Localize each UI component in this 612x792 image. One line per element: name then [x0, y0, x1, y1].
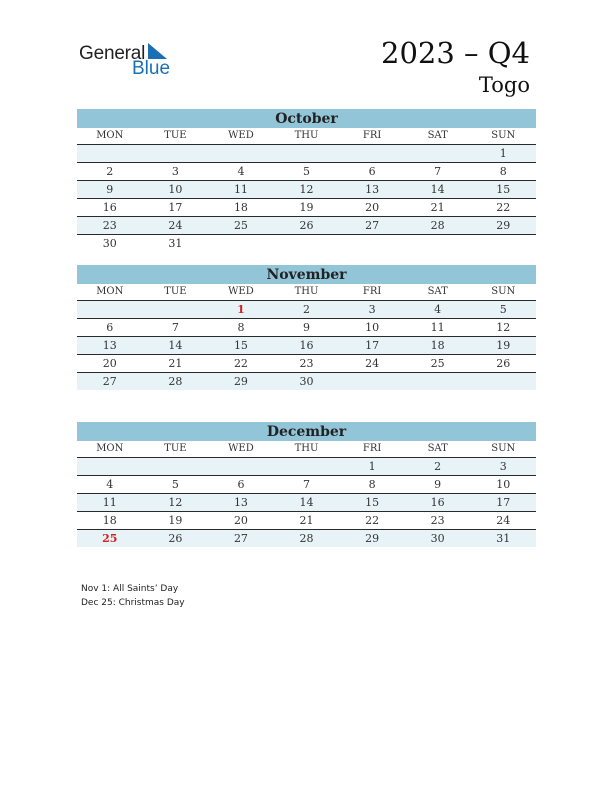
- empty-day-cell: [405, 373, 471, 390]
- day-cell: 26: [496, 357, 511, 370]
- day-cell: 8: [368, 478, 376, 491]
- day-cell: 18: [233, 201, 248, 214]
- day-cell: 27: [102, 375, 117, 388]
- day-cell: 13: [365, 183, 380, 196]
- weekday-label: SAT: [427, 286, 448, 297]
- day-cell: 28: [168, 375, 183, 388]
- day-cell: 10: [168, 183, 183, 196]
- day-cell: 29: [496, 219, 511, 232]
- day-cell: 2: [303, 303, 311, 316]
- empty-day-cell: [339, 373, 405, 390]
- day-cell: 15: [365, 496, 380, 509]
- day-cell: 21: [299, 514, 314, 527]
- day-cell: 5: [499, 303, 507, 316]
- week-row: [77, 337, 536, 355]
- week-row: [77, 512, 536, 530]
- weekday-label: TUE: [164, 286, 187, 297]
- holiday-note: Dec 25: Christmas Day: [81, 598, 185, 608]
- empty-day-cell: [208, 458, 274, 475]
- month-december: [77, 422, 536, 547]
- day-cell: 31: [496, 532, 511, 545]
- weekday-header-row: [77, 284, 536, 301]
- day-cell: 16: [299, 339, 314, 352]
- month-november: [77, 265, 536, 390]
- weekday-label: SUN: [491, 286, 516, 297]
- day-cell: 12: [299, 183, 314, 196]
- empty-day-cell: [208, 235, 274, 252]
- day-cell: 9: [106, 183, 114, 196]
- day-cell: 23: [430, 514, 445, 527]
- day-cell: 26: [299, 219, 314, 232]
- weekday-header-row: [77, 441, 536, 458]
- logo: [79, 40, 189, 80]
- day-cell: 11: [102, 496, 117, 509]
- day-cell: 22: [233, 357, 248, 370]
- weekday-label: SAT: [427, 130, 448, 141]
- day-cell: 26: [168, 532, 183, 545]
- day-cell: 16: [430, 496, 445, 509]
- week-row: [77, 494, 536, 512]
- week-row: [77, 163, 536, 181]
- day-cell: 24: [168, 219, 183, 232]
- day-cell: 14: [299, 496, 314, 509]
- empty-day-cell: [470, 235, 536, 252]
- page-title: 2023 – Q4: [381, 36, 530, 70]
- day-cell: 6: [106, 321, 114, 334]
- day-cell: 14: [430, 183, 445, 196]
- day-cell: 30: [430, 532, 445, 545]
- day-cell: 19: [168, 514, 183, 527]
- weekday-label: FRI: [362, 130, 382, 141]
- day-cell: 18: [430, 339, 445, 352]
- day-cell: 23: [299, 357, 314, 370]
- day-cell: 1: [499, 147, 507, 160]
- month-title: October: [77, 109, 536, 128]
- holiday-note: Nov 1: All Saints’ Day: [81, 584, 179, 594]
- day-cell: 27: [365, 219, 380, 232]
- day-cell: 30: [102, 237, 117, 250]
- empty-day-cell: [77, 458, 143, 475]
- day-cell: 28: [430, 219, 445, 232]
- week-row: [77, 530, 536, 547]
- week-row: [77, 319, 536, 337]
- empty-day-cell: [143, 145, 209, 162]
- day-cell: 29: [233, 375, 248, 388]
- day-cell: 13: [233, 496, 248, 509]
- day-cell: 20: [102, 357, 117, 370]
- weekday-label: SAT: [427, 443, 448, 454]
- day-cell: 15: [233, 339, 248, 352]
- weekday-label: WED: [228, 443, 254, 454]
- logo-word-general: General: [79, 43, 146, 64]
- day-cell: 14: [168, 339, 183, 352]
- weekday-label: FRI: [362, 286, 382, 297]
- day-cell: 11: [233, 183, 248, 196]
- empty-day-cell: [274, 458, 340, 475]
- empty-day-cell: [339, 145, 405, 162]
- weekday-label: WED: [228, 130, 254, 141]
- day-cell: 7: [303, 478, 311, 491]
- week-row: [77, 458, 536, 476]
- day-cell: 4: [237, 165, 245, 178]
- empty-day-cell: [405, 145, 471, 162]
- day-cell: 19: [496, 339, 511, 352]
- month-title: November: [77, 265, 536, 284]
- day-cell: 13: [102, 339, 117, 352]
- week-row: [77, 217, 536, 235]
- empty-day-cell: [208, 145, 274, 162]
- day-cell: 11: [430, 321, 445, 334]
- day-cell: 18: [102, 514, 117, 527]
- weekday-label: THU: [294, 443, 319, 454]
- day-cell: 20: [233, 514, 248, 527]
- weekday-header-row: [77, 128, 536, 145]
- week-row: [77, 145, 536, 163]
- day-cell: 4: [106, 478, 114, 491]
- week-row: [77, 235, 536, 252]
- weekday-label: MON: [96, 130, 124, 141]
- weekday-label: FRI: [362, 443, 382, 454]
- weekday-label: SUN: [491, 443, 516, 454]
- day-cell: 4: [434, 303, 442, 316]
- empty-day-cell: [274, 145, 340, 162]
- empty-day-cell: [470, 373, 536, 390]
- day-cell: 2: [434, 460, 442, 473]
- day-cell: 10: [496, 478, 511, 491]
- day-cell: 21: [168, 357, 183, 370]
- day-cell: 17: [496, 496, 511, 509]
- empty-day-cell: [77, 145, 143, 162]
- weekday-label: TUE: [164, 443, 187, 454]
- weekday-label: THU: [294, 286, 319, 297]
- weekday-label: MON: [96, 443, 124, 454]
- day-cell: 19: [299, 201, 314, 214]
- day-cell: 9: [303, 321, 311, 334]
- empty-day-cell: [405, 235, 471, 252]
- day-cell: 12: [168, 496, 183, 509]
- day-cell: 27: [233, 532, 248, 545]
- day-cell: 3: [499, 460, 507, 473]
- weekday-label: TUE: [164, 130, 187, 141]
- empty-day-cell: [339, 235, 405, 252]
- week-row: [77, 181, 536, 199]
- weekday-label: THU: [294, 130, 319, 141]
- empty-day-cell: [274, 235, 340, 252]
- week-row: [77, 373, 536, 390]
- day-cell: 3: [171, 165, 179, 178]
- day-cell: 28: [299, 532, 314, 545]
- day-cell: 16: [102, 201, 117, 214]
- day-cell: 24: [496, 514, 511, 527]
- day-cell: 8: [499, 165, 507, 178]
- day-cell: 31: [168, 237, 183, 250]
- day-cell: 2: [106, 165, 114, 178]
- day-cell: 25: [430, 357, 445, 370]
- logo-word-blue: Blue: [132, 58, 171, 79]
- week-row: [77, 355, 536, 373]
- week-row: [77, 199, 536, 217]
- day-cell: 12: [496, 321, 511, 334]
- day-cell: 20: [365, 201, 380, 214]
- day-cell: 15: [496, 183, 511, 196]
- day-cell: 8: [237, 321, 245, 334]
- day-cell: 21: [430, 201, 445, 214]
- day-cell: 3: [368, 303, 376, 316]
- day-cell: 25: [233, 219, 248, 232]
- day-cell: 29: [365, 532, 380, 545]
- day-cell: 5: [303, 165, 311, 178]
- week-row: [77, 476, 536, 494]
- empty-day-cell: [77, 301, 143, 318]
- day-cell: 23: [102, 219, 117, 232]
- day-cell: 22: [365, 514, 380, 527]
- holiday-notes: [81, 582, 185, 610]
- month-title: December: [77, 422, 536, 441]
- day-cell: 17: [168, 201, 183, 214]
- day-cell: 30: [299, 375, 314, 388]
- day-cell: 7: [171, 321, 179, 334]
- day-cell: 1: [237, 303, 245, 316]
- day-cell: 1: [368, 460, 376, 473]
- empty-day-cell: [143, 301, 209, 318]
- month-october: [77, 109, 536, 252]
- logo-triangle-icon: [148, 43, 168, 59]
- weekday-label: MON: [96, 286, 124, 297]
- day-cell: 10: [365, 321, 380, 334]
- weekday-label: SUN: [491, 130, 516, 141]
- day-cell: 24: [365, 357, 380, 370]
- country-name: Togo: [478, 73, 530, 97]
- day-cell: 5: [171, 478, 179, 491]
- weekday-label: WED: [228, 286, 254, 297]
- empty-day-cell: [143, 458, 209, 475]
- day-cell: 25: [102, 532, 118, 545]
- day-cell: 7: [434, 165, 442, 178]
- day-cell: 9: [434, 478, 442, 491]
- day-cell: 17: [365, 339, 380, 352]
- week-row: [77, 301, 536, 319]
- day-cell: 6: [237, 478, 245, 491]
- day-cell: 6: [368, 165, 376, 178]
- day-cell: 22: [496, 201, 511, 214]
